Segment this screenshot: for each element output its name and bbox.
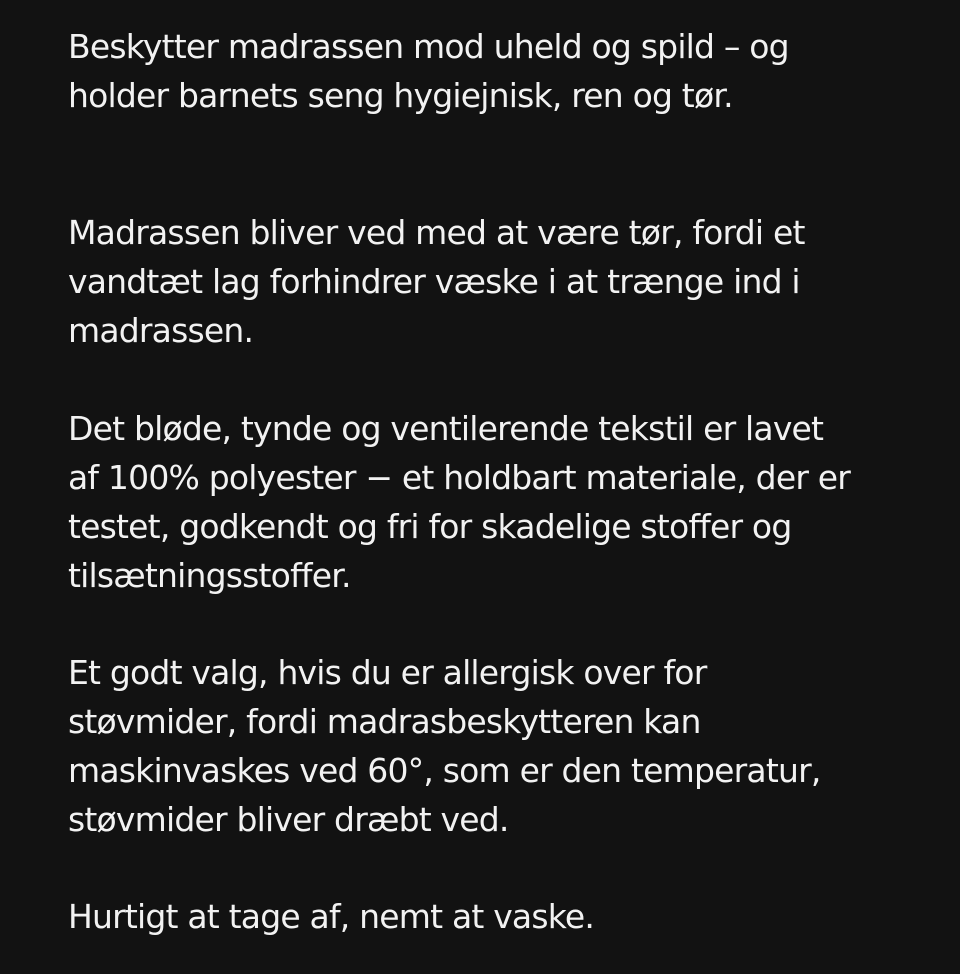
- paragraph-allergy: Et godt valg, hvis du er allergisk over for støvmider, fordi madrasbeskytteren kan maskinvaskes ved 60°, som er den temperatur, støvmider bliver dræbt ved.: [68, 653, 821, 839]
- paragraph-protection: Beskytter madrassen mod uheld og spild – og holder barnets seng hygiejnisk, ren og tør.: [68, 27, 789, 115]
- paragraph-easy-care: Hurtigt at tage af, nemt at vaske.: [68, 897, 595, 936]
- paragraph-material: Det bløde, tynde og ventilerende tekstil er lavet af 100% polyester − et holdbart materiale, der er testet, godkendt og fri for skadelige stoffer og tilsætningsstoffer.: [68, 409, 851, 595]
- paragraph-waterproof-layer: Madrassen bliver ved med at være tør, fordi et vandtæt lag forhindrer væske i at trænge ind i madrassen.: [68, 213, 805, 350]
